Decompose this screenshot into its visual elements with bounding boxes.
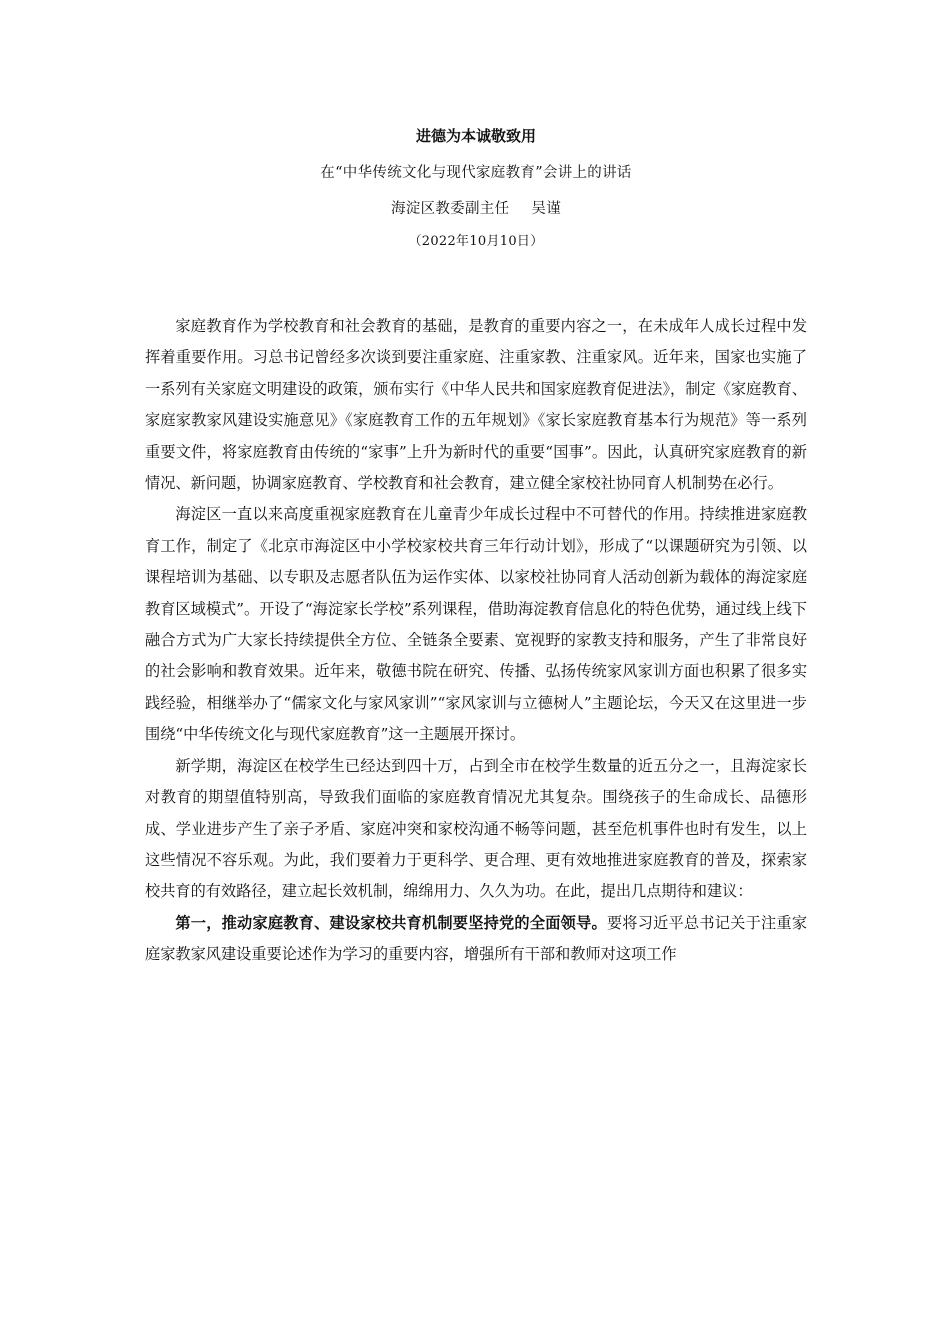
author-role: 海淀区教委副主任: [390, 201, 510, 217]
paragraph-text: 海淀区一直以来高度重视家庭教育在儿童青少年成长过程中不可替代的作用。持续推进家庭教育工作，制定了《北京市海淀区中小学校家校共育三年行动计划》，形成了“以课题研究为引领、以课程培训为基础、以专职及志愿者队伍为运作实体、以家校社协同育人活动创新为载体的海淀家庭教育区域模式”。开设了“海淀家长学校”系列课程，借助海淀教育信息化的特色优势，通过线上线下融合方式为广大家长持续提供全方位、全链条全要素、宽视野的家教支持和服务，产生了非常良好的社会影响和教育效果。近年来，敬德书院在研究、传播、弘扬传统家风家训方面也积累了很多实践经验，相继举办了“儒家文化与家风家训”“家风家训与立德树人”主题论坛，今天又在这里进一步围绕“中华传统文化与现代家庭教育”这一主题展开探讨。: [145, 505, 807, 744]
paragraph: [145, 311, 807, 499]
paragraph: [145, 908, 807, 971]
paragraph: [145, 751, 807, 908]
paragraph: [145, 499, 807, 750]
document-title: 进德为本诚敬致用: [415, 127, 536, 145]
paragraph-text: 家庭教育作为学校教育和社会教育的基础，是教育的重要内容之一，在未成年人成长过程中发挥着重要作用。习总书记曾经多次谈到要注重家庭、注重家教、注重家风。近年来，国家也实施了一系列有关家庭文明建设的政策，颁布实行《中华人民共和国家庭教育促进法》，制定《家庭教育、家庭家教家风建设实施意见》《家庭教育工作的五年规划》《家长家庭教育基本行为规范》等一系列重要文件，将家庭教育由传统的“家事”上升为新时代的重要“国事”。因此，认真研究家庭教育的新情况、新问题，协调家庭教育、学校教育和社会教育，建立健全家校社协同育人机制势在必行。: [145, 317, 807, 493]
document-subtitle: 在“中华传统文化与现代家庭教育”会讲上的讲话: [320, 165, 632, 181]
author-name: 吴谨: [531, 201, 561, 217]
document-page: [145, 126, 807, 971]
paragraph-text: 新学期，海淀区在校学生已经达到四十万，占到全市在校学生数量的近五分之一，且海淀家长对教育的期望值特别高，导致我们面临的家庭教育情况尤其复杂。围绕孩子的生命成长、品德形成、学业进步产生了亲子矛盾、家庭冲突和家校沟通不畅等问题，甚至危机事件也时有发生，以上这些情况不容乐观。为此，我们要着力于更科学、更合理、更有效地推进家庭教育的普及，探索家校共育的有效路径，建立起长效机制，绵绵用力、久久为功。在此，提出几点期待和建议：: [145, 756, 807, 901]
paragraph-lead: 第一，推动家庭教育、建设家校共育机制要坚持党的全面领导。: [175, 913, 607, 932]
paragraph-text: 要将习近平总书记关于注重家庭家教家风建设重要论述作为学习的重要内容，增强所有干部和教师对这项工作: [145, 913, 808, 964]
author-line: [145, 199, 807, 219]
speech-date: （2022年10月10日）: [408, 234, 544, 249]
document-body: [145, 311, 807, 971]
